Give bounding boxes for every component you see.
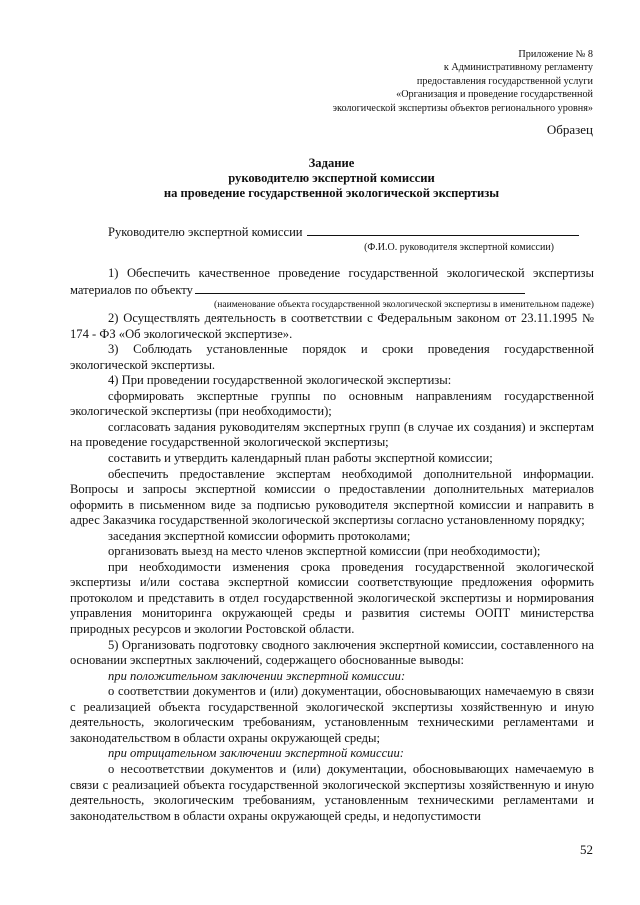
document-title: [70, 156, 593, 200]
appendix-line: Приложение № 8: [518, 49, 593, 60]
italic-subheading: при положительном заключении экспертной комиссии:: [108, 668, 406, 683]
appendix-line: «Организация и проведение государственной: [396, 89, 593, 101]
addressee-name-field: [307, 224, 579, 236]
paragraph: заседания экспертной комиссии оформить протоколами;: [108, 528, 411, 543]
paragraph: согласовать задания руководителям экспертных групп (в случае их создания) и экспертам на проведение государственной экологической экспертизы;: [70, 419, 594, 450]
appendix-line: предоставления государственной услуги: [416, 75, 593, 87]
paragraph: о несоответствии документов и (или) документации, обосновывающих намечаемую в связи с реализацией объекта государственной экологической экспертизы хозяйственную и иную деятельность, экологическим требованиям, установленным техническими регламентами и законодательством в области охраны окружающей среды, и недопустимости: [70, 761, 594, 823]
paragraph: обеспечить предоставление экспертам необходимой дополнительной информации. Вопросы и запросы экспертной комиссии о предоставлении дополнительных материалов оформить в письменном виде за подписью руководителя экспертной комиссии и направить в адрес Заказчика государственной экологической экспертизы согласно установленному порядку;: [70, 466, 594, 528]
appendix-header: [333, 48, 593, 115]
paragraph: при необходимости изменения срока проведения государственной экологической экспертизы и/или состава экспертной комиссии соответствующие предложения оформить протоколом и представить в отдел государственной экологической экспертизы и нормирования управления мониторинга окружающей среды и развития системы ООПТ министерства природных ресурсов и экологии Ростовской области.: [70, 559, 594, 637]
addressee-block: [108, 224, 594, 255]
appendix-line: к Административному регламенту: [443, 62, 593, 74]
page-number: 52: [580, 842, 593, 857]
paragraph: 2) Осуществлять деятельность в соответствии с Федеральным законом от 23.11.1995 № 174 - ФЗ «Об экологической экспертизе».: [70, 311, 594, 341]
paragraph: организовать выезд на место членов экспертной комиссии (при необходимости);: [108, 544, 541, 559]
paragraph: сформировать экспертные группы по основным направлениям государственной экологической экспертизы (при необходимости);: [70, 388, 594, 419]
paragraph: [70, 266, 594, 298]
addressee-hint: (Ф.И.О. руководителя экспертной комиссии): [364, 242, 554, 253]
object-name-hint: (наименование объекта государственной экологической экспертизы в именительном падеже): [214, 299, 594, 311]
italic-subheading: при отрицательном заключении экспертной комиссии:: [108, 746, 404, 761]
paragraph: о соответствии документов и (или) документации, обосновывающих намечаемую в связи с реализацией объекта государственной экологической экспертизы хозяйственную и иную деятельность, экологическим требованиям, установленным техническими регламентами и законодательством в области охраны окружающей среды;: [70, 684, 594, 745]
paragraph: 5) Организовать подготовку сводного заключения экспертной комиссии, составленного на основании экспертных заключений, содержащего обоснованные выводы:: [70, 637, 594, 668]
paragraph: 3) Соблюдать установленные порядок и сроки проведения государственной экологической экспертизы.: [70, 342, 594, 372]
title-line: руководителю экспертной комиссии: [228, 170, 435, 185]
paragraph-text: 1) Обеспечить качественное проведение государственной экологической экспертизы материалов по объекту: [70, 266, 594, 297]
document-body: [70, 266, 594, 824]
paragraph: составить и утвердить календарный план работы экспертной комиссии;: [108, 451, 493, 466]
sample-label: Образец: [546, 122, 593, 137]
title-line: на проведение государственной экологической экспертизы: [163, 185, 500, 200]
title-line: Задание: [308, 156, 355, 170]
object-name-field: [195, 282, 525, 294]
appendix-line: экологической экспертизы объектов регионального уровня»: [332, 102, 593, 114]
addressee-label: Руководителю экспертной комиссии: [108, 225, 303, 239]
paragraph: 4) При проведении государственной экологической экспертизы:: [108, 373, 452, 388]
